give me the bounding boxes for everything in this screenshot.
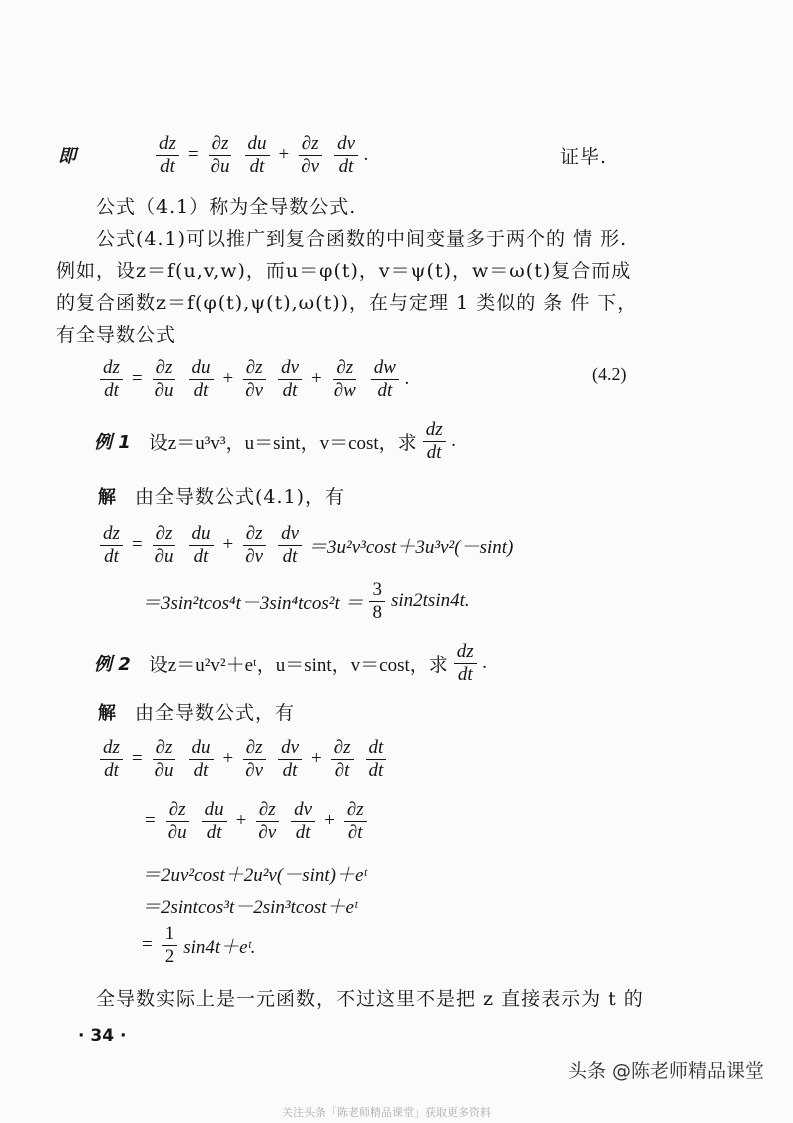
fraction: $\frac{\partial z}{\partial u}$: [154, 737, 174, 781]
solution-text: 由全导数公式，有: [135, 702, 296, 724]
fraction: $\frac{du}{dt}$: [245, 134, 270, 177]
fraction: $\frac{3}{8}$: [369, 580, 385, 623]
paragraph-line: 公式（4.1）称为全导数公式.: [96, 196, 357, 218]
fraction: $\frac{\partial z}{\partial t}$: [344, 800, 367, 843]
solution-2-equation-3: ＝2uv²cost＋2u²v(－sint)＋eᵗ: [142, 865, 367, 886]
fraction: $\frac{dz}{dt}$: [100, 524, 123, 567]
fraction: $\frac{du}{dt}$: [189, 738, 214, 781]
solution-1-equation-2: ＝3sin²tcos⁴t－3sin⁴tcos²t ＝ $\frac{3}{8}$ sin2tsin4t.: [142, 579, 470, 623]
paragraph-line: 例如，设z＝f(u,v,w)，而u＝φ(t)，v＝ψ(t)，w＝ω(t)复合而成: [56, 260, 632, 282]
solution-2-equation-5: = $\frac{1}{2}$ sin4t＋eᵗ.: [142, 923, 256, 967]
watermark-text: 头条 @陈老师精品课堂: [568, 1060, 765, 1082]
fraction: $\frac{dz}{dt}$: [423, 420, 446, 463]
equation-number: (4.2): [592, 364, 627, 384]
solution-1-equation-1: $\frac{dz}{dt}$ = $\frac{\partial z}{\partial u}$ $\frac{du}{dt}$ + $\frac{\partial z}{\partial v}$ $\frac{dv}{dt}$ ＝3u²v³cost＋3u³v²(－sint): [94, 524, 513, 567]
solution-2: [98, 698, 295, 725]
fraction: $\frac{du}{dt}$: [189, 358, 214, 401]
example-text: 设z＝u³v³，u＝sint，v＝cost，求: [148, 432, 417, 454]
paragraph-line: 的复合函数z＝f(φ(t),ψ(t),ω(t))，在与定理 1 类似的 条 件 下，: [56, 292, 638, 314]
solution-2-equation-2: = $\frac{\partial z}{\partial u}$ $\frac{du}{dt}$ + $\frac{\partial z}{\partial v}$ $\frac{dv}{dt}$ + $\frac{\partial z}{\partial t}$: [142, 800, 373, 843]
paragraph-line: 全导数实际上是一元函数，不过这里不是把 z 直接表示为 t 的: [96, 988, 644, 1010]
equation-ji: 即 $\frac{dz}{dt}$ = $\frac{\partial z}{\partial u}$ $\frac{du}{dt}$ + $\frac{\partial z}{\partial v}$ $\frac{dv}{dt}$ .: [58, 133, 369, 177]
fraction: $\frac{dz}{dt}$: [454, 642, 477, 685]
fraction: $\frac{dv}{dt}$: [291, 800, 315, 843]
ji-label: 即: [58, 146, 76, 168]
fraction: $\frac{dv}{dt}$: [278, 358, 302, 401]
fraction: $\frac{\partial z}{\partial w}$: [333, 357, 356, 401]
fraction: $\frac{dz}{dt}$: [100, 738, 123, 781]
fraction: $\frac{dz}{dt}$: [156, 134, 179, 177]
page-number: · 34 ·: [78, 1026, 127, 1046]
fraction: $\frac{\partial z}{\partial v}$: [298, 134, 322, 177]
fraction: $\frac{dv}{dt}$: [278, 524, 302, 567]
solution-1: [98, 482, 345, 509]
solution-label: 解: [98, 487, 117, 508]
fraction: $\frac{\partial z}{\partial u}$: [154, 357, 174, 401]
fraction: $\frac{du}{dt}$: [202, 800, 227, 843]
fraction: $\frac{1}{2}$: [162, 924, 178, 967]
equation-4-2: $\frac{dz}{dt}$ = $\frac{\partial z}{\partial u}$ $\frac{du}{dt}$ + $\frac{\partial z}{\partial v}$ $\frac{dv}{dt}$ + $\frac{\partial z}{\partial w}$ $\frac{dw}{dt}$ .: [94, 358, 410, 401]
solution-2-equation-1: $\frac{dz}{dt}$ = $\frac{\partial z}{\partial u}$ $\frac{du}{dt}$ + $\frac{\partial z}{\partial v}$ $\frac{dv}{dt}$ + $\frac{\partial z}{\partial t}$ $\frac{dt}{dt}$: [94, 738, 392, 781]
fraction: $\frac{dv}{dt}$: [278, 738, 302, 781]
footer-text: 关注头条「陈老师精品课堂」获取更多资料: [282, 1106, 491, 1119]
fraction: $\frac{\partial z}{\partial v}$: [242, 358, 266, 401]
example-text: 设z＝u²v²＋eᵗ，u＝sint，v＝cost，求: [148, 654, 448, 676]
solution-text: 由全导数公式(4.1)，有: [135, 486, 346, 508]
qed-text: 证毕.: [560, 146, 608, 168]
paragraph-line: 有全导数公式: [56, 324, 177, 346]
example-label: 例 2: [94, 654, 131, 676]
solution-label: 解: [98, 703, 117, 724]
fraction: $\frac{\partial z}{\partial u}$: [210, 133, 230, 177]
solution-2-equation-4: ＝2sintcos³t－2sin³tcost＋eᵗ: [142, 897, 358, 918]
fraction: $\frac{\partial z}{\partial v}$: [242, 524, 266, 567]
fraction: $\frac{dv}{dt}$: [334, 134, 358, 177]
paragraph-line: 公式(4.1)可以推广到复合函数的中间变量多于两个的 情 形.: [96, 228, 628, 250]
fraction: $\frac{dw}{dt}$: [371, 358, 399, 401]
fraction: $\frac{\partial z}{\partial v}$: [242, 738, 266, 781]
example-1: 例 1 设z＝u³v³，u＝sint，v＝cost，求 $\frac{dz}{dt}$ .: [94, 419, 457, 463]
fraction: $\frac{\partial z}{\partial u}$: [167, 799, 187, 843]
fraction: $\frac{dt}{dt}$: [366, 738, 387, 781]
fraction: $\frac{\partial z}{\partial v}$: [255, 800, 279, 843]
fraction: $\frac{\partial z}{\partial u}$: [154, 523, 174, 567]
fraction: $\frac{\partial z}{\partial t}$: [331, 738, 354, 781]
example-label: 例 1: [94, 432, 131, 454]
fraction: $\frac{du}{dt}$: [189, 524, 214, 567]
fraction: $\frac{dz}{dt}$: [100, 358, 123, 401]
example-2: 例 2 设z＝u²v²＋eᵗ，u＝sint，v＝cost，求 $\frac{dz}{dt}$ .: [94, 641, 488, 685]
